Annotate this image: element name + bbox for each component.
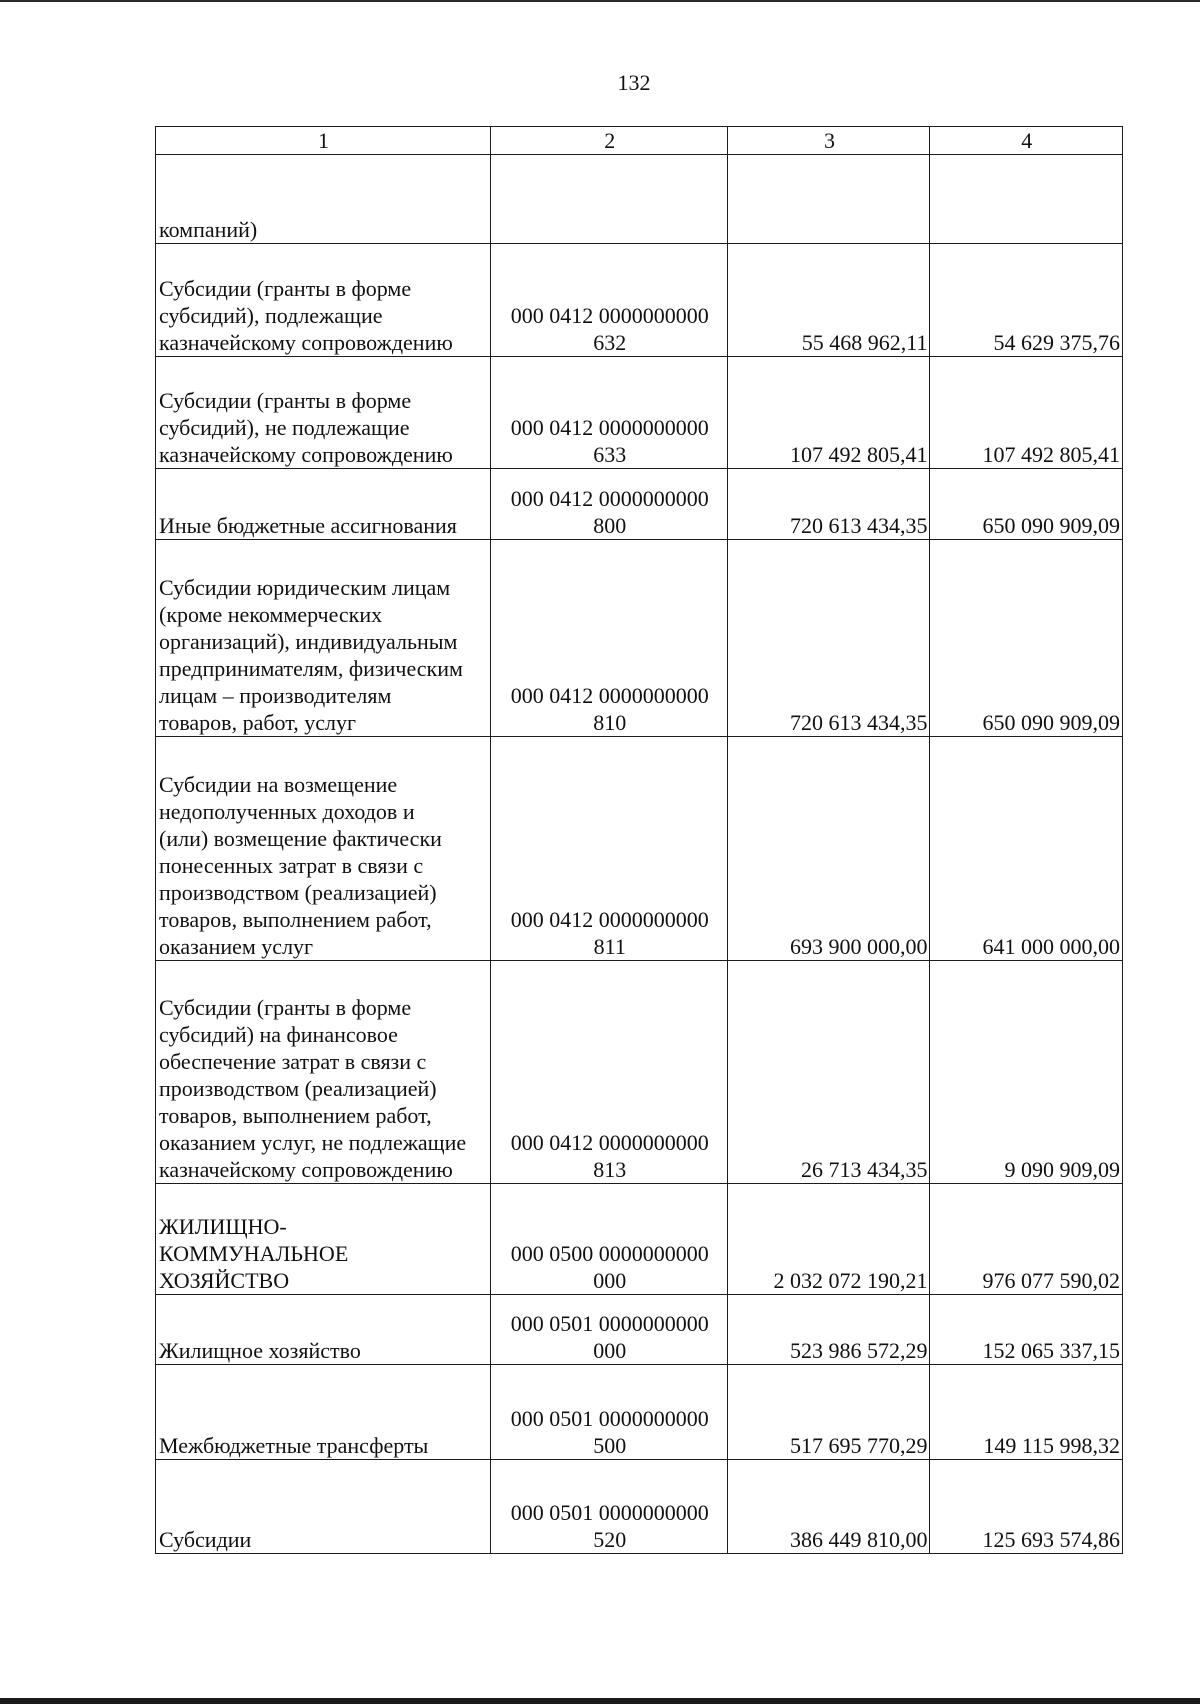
row-value-4: 650 090 909,09 xyxy=(982,710,1120,735)
row-value-3: 720 613 434,35 xyxy=(789,513,928,538)
row-name: Субсидии (гранты в форме субсидий), не подлежащие казначейскому сопровождению xyxy=(159,388,453,467)
row-value-3-cell xyxy=(728,961,930,1184)
row-value-4: 976 077 590,02 xyxy=(982,1268,1120,1293)
row-name-cell xyxy=(156,1295,491,1365)
column-header-2: 2 xyxy=(491,127,728,155)
row-value-3-cell xyxy=(728,155,930,244)
row-name: ЖИЛИЩНО- КОММУНАЛЬНОЕ ХОЗЯЙСТВО xyxy=(159,1214,349,1293)
table-row xyxy=(156,1460,1123,1554)
row-code-cell xyxy=(491,1295,728,1365)
scan-top-edge xyxy=(0,0,1200,2)
table-row xyxy=(156,244,1123,357)
row-value-4-cell xyxy=(930,244,1123,357)
column-header-3: 3 xyxy=(728,127,930,155)
row-code-cell xyxy=(491,1365,728,1460)
row-value-4-cell xyxy=(930,1295,1123,1365)
row-code-cell xyxy=(491,540,728,737)
row-code-cell xyxy=(491,737,728,961)
table-row xyxy=(156,469,1123,540)
row-code: 000 0412 0000000000 800 xyxy=(510,486,709,538)
row-name-cell xyxy=(156,540,491,737)
row-value-3-cell xyxy=(728,737,930,961)
row-code: 000 0500 0000000000 000 xyxy=(510,1241,709,1293)
row-value-3-cell xyxy=(728,1365,930,1460)
row-name: Жилищное хозяйство xyxy=(159,1338,361,1363)
row-code: 000 0412 0000000000 813 xyxy=(510,1130,709,1182)
row-value-4: 149 115 998,32 xyxy=(983,1433,1120,1458)
row-value-3: 107 492 805,41 xyxy=(789,442,928,467)
row-code-cell xyxy=(491,244,728,357)
row-name-cell xyxy=(156,737,491,961)
row-code: 000 0412 0000000000 810 xyxy=(510,683,709,735)
row-value-3: 386 449 810,00 xyxy=(789,1527,928,1552)
row-value-3: 693 900 000,00 xyxy=(789,934,928,959)
row-value-3-cell xyxy=(728,540,930,737)
row-value-3-cell xyxy=(728,1460,930,1554)
row-name: Субсидии xyxy=(159,1527,252,1552)
row-value-3: 720 613 434,35 xyxy=(789,710,928,735)
row-value-3-cell xyxy=(728,1295,930,1365)
row-name-cell xyxy=(156,1460,491,1554)
table-row xyxy=(156,737,1123,961)
row-value-4: 650 090 909,09 xyxy=(982,513,1120,538)
budget-table xyxy=(155,126,1123,1554)
table-row xyxy=(156,540,1123,737)
row-name-cell xyxy=(156,357,491,469)
header-row xyxy=(156,127,1123,155)
row-value-4: 9 090 909,09 xyxy=(1004,1157,1120,1182)
row-code-cell xyxy=(491,1184,728,1295)
row-value-4-cell xyxy=(930,1365,1123,1460)
table-row xyxy=(156,961,1123,1184)
row-name-cell xyxy=(156,244,491,357)
row-value-4-cell xyxy=(930,1460,1123,1554)
row-value-4: 152 065 337,15 xyxy=(982,1338,1120,1363)
table-row xyxy=(156,357,1123,469)
row-value-4-cell xyxy=(930,961,1123,1184)
row-value-4-cell xyxy=(930,357,1123,469)
scan-bottom-edge xyxy=(0,1698,1200,1704)
page-number: 132 xyxy=(617,70,651,95)
row-value-4: 107 492 805,41 xyxy=(982,442,1120,467)
row-value-4: 125 693 574,86 xyxy=(982,1527,1120,1552)
table-header xyxy=(156,127,1123,155)
row-name-cell xyxy=(156,155,491,244)
row-name-cell xyxy=(156,1184,491,1295)
column-header-1: 1 xyxy=(156,127,491,155)
row-code-cell xyxy=(491,961,728,1184)
row-name-cell xyxy=(156,961,491,1184)
row-value-4-cell xyxy=(930,540,1123,737)
row-name: Субсидии юридическим лицам (кроме некоммерческих организаций), индивидуальным предпринимателям, физическим лицам – производителям товаров, работ, услуг xyxy=(159,575,463,735)
row-value-4-cell xyxy=(930,469,1123,540)
row-code-cell xyxy=(491,357,728,469)
row-name: Субсидии (гранты в форме субсидий), подлежащие казначейскому сопровождению xyxy=(159,276,453,355)
row-name: Субсидии (гранты в форме субсидий) на финансовое обеспечение затрат в связи с производством (реализацией) товаров, выполнением работ, оказанием услуг, не подлежащие казначейскому сопровождению xyxy=(159,995,467,1182)
row-code: 000 0501 0000000000 500 xyxy=(510,1406,709,1458)
row-code: 000 0412 0000000000 633 xyxy=(510,415,709,467)
row-name-cell xyxy=(156,469,491,540)
row-code-cell xyxy=(491,155,728,244)
row-value-4-cell xyxy=(930,737,1123,961)
row-value-4-cell xyxy=(930,1184,1123,1295)
row-code-cell xyxy=(491,469,728,540)
row-name-cell xyxy=(156,1365,491,1460)
row-value-4: 641 000 000,00 xyxy=(982,934,1120,959)
row-value-3: 517 695 770,29 xyxy=(789,1433,928,1458)
row-name: Межбюджетные трансферты xyxy=(159,1433,429,1458)
table-row xyxy=(156,1184,1123,1295)
row-code: 000 0501 0000000000 000 xyxy=(510,1311,709,1363)
row-name: компаний) xyxy=(159,217,258,242)
table-row xyxy=(156,1295,1123,1365)
row-code: 000 0501 0000000000 520 xyxy=(510,1500,709,1552)
row-name: Субсидии на возмещение недополученных доходов и (или) возмещение фактически понесенных затрат в связи с производством (реализацией) товаров, выполнением работ, оказанием услуг xyxy=(159,772,442,959)
table-body xyxy=(156,155,1123,1554)
table-row xyxy=(156,1365,1123,1460)
row-value-3-cell xyxy=(728,469,930,540)
row-value-3: 26 713 434,35 xyxy=(800,1157,928,1182)
row-code-cell xyxy=(491,1460,728,1554)
row-value-4-cell xyxy=(930,155,1123,244)
table-row xyxy=(156,155,1123,244)
row-value-3: 2 032 072 190,21 xyxy=(773,1268,928,1293)
column-header-4: 4 xyxy=(930,127,1123,155)
row-value-3-cell xyxy=(728,357,930,469)
row-value-3-cell xyxy=(728,244,930,357)
row-code: 000 0412 0000000000 632 xyxy=(510,303,709,355)
row-value-3-cell xyxy=(728,1184,930,1295)
row-code: 000 0412 0000000000 811 xyxy=(510,907,709,959)
row-value-3: 55 468 962,11 xyxy=(801,330,928,355)
row-name: Иные бюджетные ассигнования xyxy=(159,513,457,538)
row-value-4: 54 629 375,76 xyxy=(993,330,1120,355)
row-value-3: 523 986 572,29 xyxy=(789,1338,928,1363)
